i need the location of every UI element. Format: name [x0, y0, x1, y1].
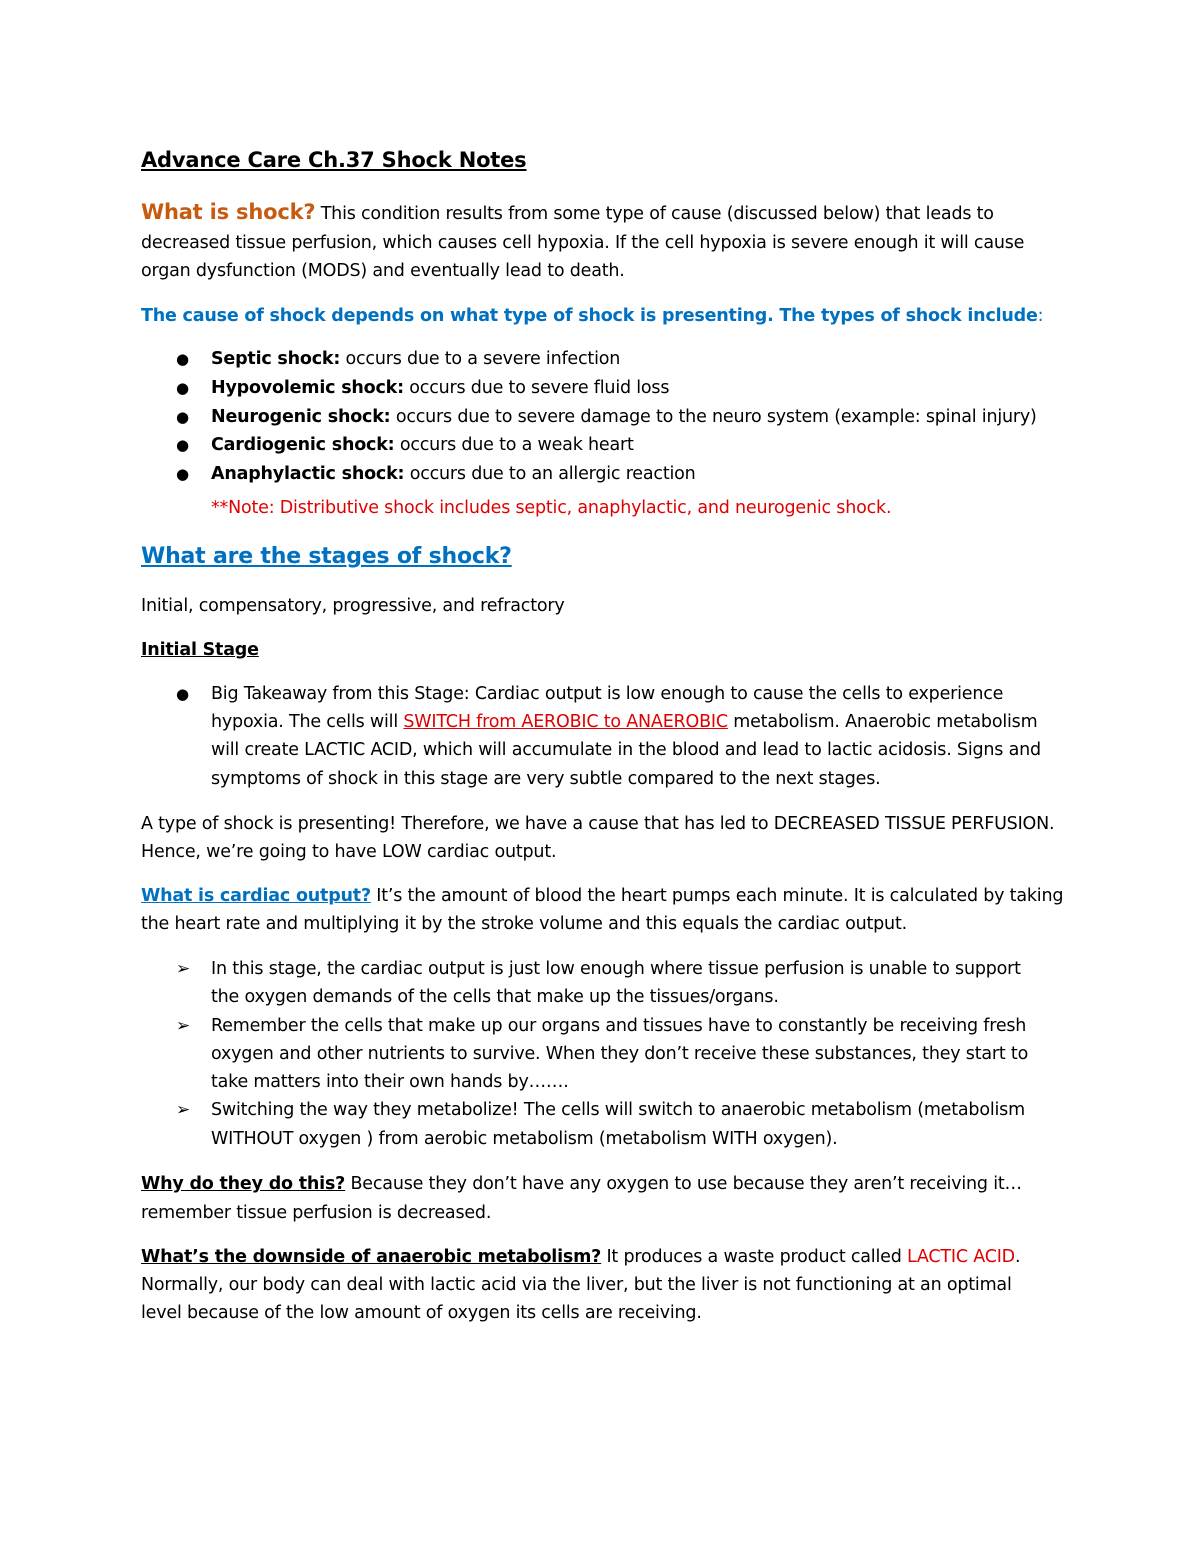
- why-text: Because they don’t have any oxygen to use because they aren’t receiving it…: [345, 1174, 1022, 1194]
- bullet-icon: ●: [176, 379, 190, 397]
- cardiac-output-question: What is cardiac output?: [141, 886, 371, 906]
- downside-line-1: [141, 1245, 1020, 1269]
- arrow-item-2-line-3: take matters into their own hands by…….: [211, 1072, 569, 1092]
- types-lead: [141, 304, 1043, 328]
- arrow-item-1-line-1: In this stage, the cardiac output is just low enough where tissue perfusion is unable to support: [211, 959, 1021, 979]
- cardiac-line-2: the heart rate and multiplying it by the stroke volume and this equals the cardiac output.: [141, 914, 907, 934]
- arrow-item-3-line-1: Switching the way they metabolize! The cells will switch to anaerobic metabolism (metabolism: [211, 1100, 1025, 1120]
- type-name: Cardiogenic shock:: [211, 435, 395, 455]
- arrow-bullet-icon: ➢: [176, 959, 191, 979]
- takeaway-text: hypoxia. The cells will: [211, 712, 404, 732]
- arrow-item-1-line-2: the oxygen demands of the cells that make up the tissues/organs.: [211, 987, 779, 1007]
- type-desc: occurs due to a weak heart: [394, 435, 634, 455]
- cardiac-text: It’s the amount of blood the heart pumps each minute. It is calculated by taking: [370, 886, 1064, 906]
- intro-line-3: organ dysfunction (MODS) and eventually lead to death.: [141, 261, 625, 281]
- type-desc: occurs due to a severe infection: [340, 349, 621, 369]
- lactic-acid-highlight: LACTIC ACID: [906, 1247, 1015, 1267]
- downside-line-2: Normally, our body can deal with lactic acid via the liver, but the liver is not functioning at an optimal: [141, 1275, 1012, 1295]
- downside-line-3: level because of the low amount of oxygen its cells are receiving.: [141, 1303, 702, 1323]
- arrow-item-3-line-2: WITHOUT oxygen ) from aerobic metabolism (metabolism WITH oxygen).: [211, 1129, 838, 1149]
- why-line-1: [141, 1172, 1022, 1196]
- arrow-bullet-icon: ➢: [176, 1016, 191, 1036]
- takeaway-line-2: [211, 710, 1037, 734]
- type-name: Septic shock:: [211, 349, 341, 369]
- type-desc: occurs due to an allergic reaction: [404, 464, 696, 484]
- arrow-item-2-line-1: Remember the cells that make up our organs and tissues have to constantly be receiving fresh: [211, 1016, 1027, 1036]
- downside-text: It produces a waste product called: [601, 1247, 907, 1267]
- takeaway-text: metabolism. Anaerobic metabolism: [727, 712, 1038, 732]
- takeaway-line-1: Big Takeaway from this Stage: Cardiac output is low enough to cause the cells to experience: [211, 684, 1004, 704]
- page-title: Advance Care Ch.37 Shock Notes: [141, 148, 527, 172]
- takeaway-line-4: symptoms of shock in this stage are very subtle compared to the next stages.: [211, 769, 881, 789]
- intro-line-2: decreased tissue perfusion, which causes cell hypoxia. If the cell hypoxia is severe enough it will cause: [141, 233, 1025, 253]
- takeaway-line-3: will create LACTIC ACID, which will accumulate in the blood and lead to lactic acidosis. Signs and: [211, 740, 1041, 760]
- types-lead-colon: :: [1037, 306, 1044, 326]
- presenting-line-1: A type of shock is presenting! Therefore, we have a cause that has led to DECREASED TISSUE PERFUSION.: [141, 814, 1055, 834]
- stages-list: Initial, compensatory, progressive, and refractory: [141, 596, 565, 616]
- bullet-icon: ●: [176, 685, 190, 703]
- switch-highlight: SWITCH from AEROBIC to ANAEROBIC: [403, 712, 728, 732]
- presenting-line-2: Hence, we’re going to have LOW cardiac output.: [141, 842, 557, 862]
- why-question: Why do they do this?: [141, 1174, 346, 1194]
- list-item-cardiogenic: [211, 433, 634, 457]
- bullet-icon: ●: [176, 350, 190, 368]
- why-line-2: remember tissue perfusion is decreased.: [141, 1203, 492, 1223]
- type-desc: occurs due to severe damage to the neuro system (example: spinal injury): [390, 407, 1037, 427]
- list-item-hypovolemic: [211, 376, 669, 400]
- stages-heading: What are the stages of shock?: [141, 544, 512, 569]
- list-item-anaphylactic: [211, 462, 696, 486]
- bullet-icon: ●: [176, 465, 190, 483]
- intro-line-1: [141, 200, 994, 226]
- bullet-icon: ●: [176, 408, 190, 426]
- type-name: Anaphylactic shock:: [211, 464, 405, 484]
- type-name: Hypovolemic shock:: [211, 378, 404, 398]
- bullet-icon: ●: [176, 436, 190, 454]
- initial-stage-heading: Initial Stage: [141, 640, 259, 660]
- types-lead-text: The cause of shock depends on what type of shock is presenting. The types of shock include: [141, 306, 1038, 326]
- list-item-neurogenic: [211, 405, 1037, 429]
- arrow-bullet-icon: ➢: [176, 1100, 191, 1120]
- downside-period: .: [1014, 1247, 1021, 1267]
- list-item-septic: [211, 347, 620, 371]
- downside-question: What’s the downside of anaerobic metabolism?: [141, 1247, 602, 1267]
- arrow-item-2-line-2: oxygen and other nutrients to survive. When they don’t receive these substances, they start to: [211, 1044, 1029, 1064]
- what-is-shock-heading: What is shock?: [141, 200, 316, 224]
- intro-text-1: This condition results from some type of cause (discussed below) that leads to: [315, 204, 994, 224]
- type-name: Neurogenic shock:: [211, 407, 391, 427]
- type-desc: occurs due to severe fluid loss: [403, 378, 670, 398]
- cardiac-line-1: [141, 884, 1063, 908]
- distributive-note: **Note: Distributive shock includes septic, anaphylactic, and neurogenic shock.: [211, 498, 892, 518]
